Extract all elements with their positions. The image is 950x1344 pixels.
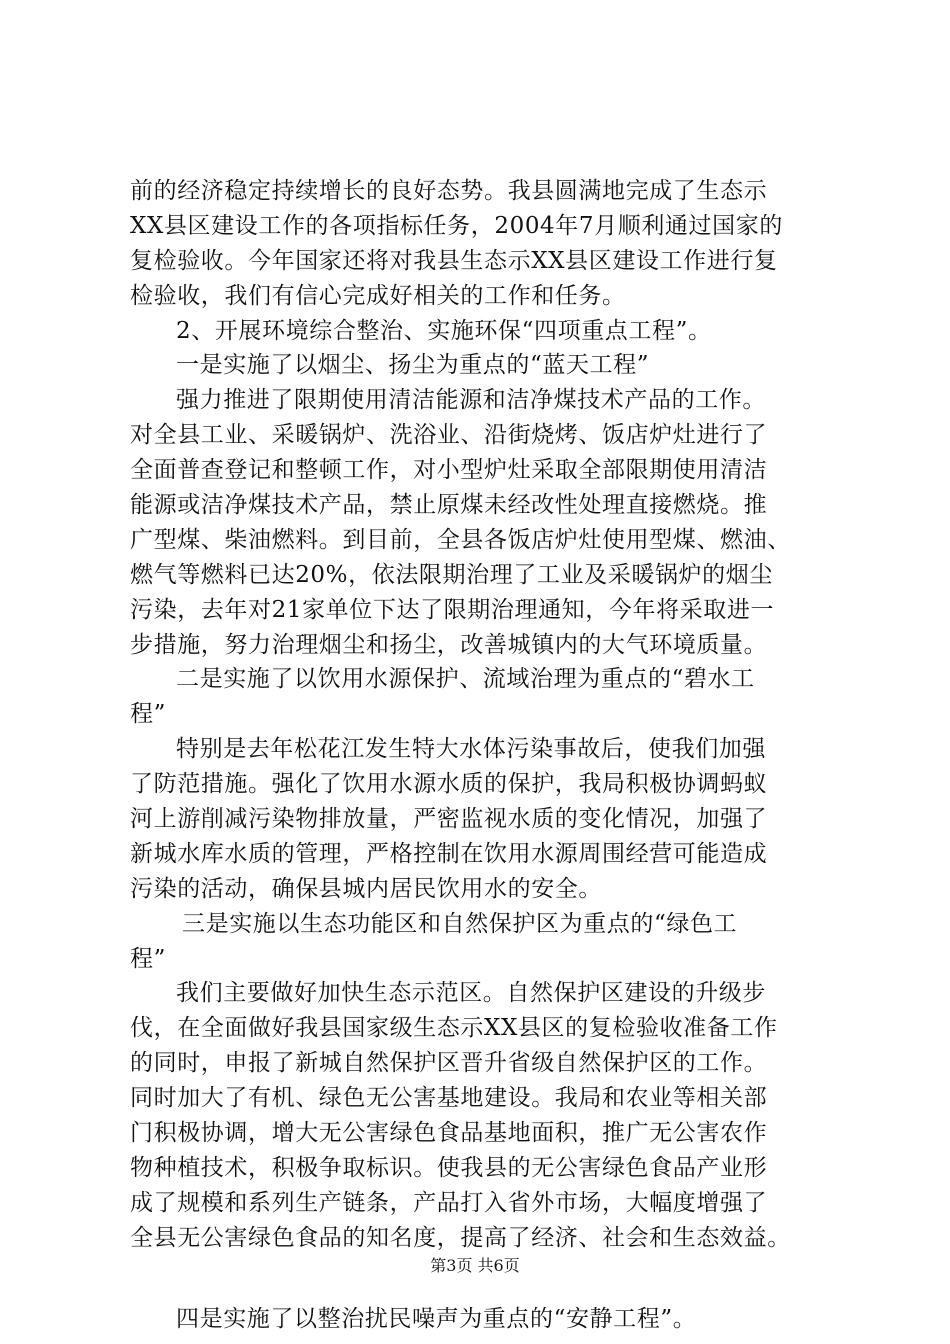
text-line: 程”	[130, 701, 166, 728]
text-line: 河上游削减污染物排放量，严密监视水质的变化情况，加强了	[130, 806, 768, 833]
text-line: 物种植技术，积极争取标识。使我县的无公害绿色食品产业形	[130, 1154, 768, 1181]
text-line: 全县无公害绿色食品的知名度，提高了经济、社会和生态效益。	[130, 1224, 791, 1251]
section-heading: 2、开展环境综合整治、实施环保“四项重点工程”。	[176, 317, 712, 344]
text-line: 全面普查登记和整顿工作，对小型炉灶采取全部限期使用清洁	[130, 457, 768, 484]
text-line: 检验收，我们有信心完成好相关的工作和任务。	[130, 282, 626, 309]
paragraph-start: 我们主要做好加快生态示范区。自然保护区建设的升级步	[176, 980, 766, 1007]
text-line: 新城水库水质的管理，严格控制在饮用水源周围经营可能造成	[130, 840, 768, 867]
text-line: 前的经济稳定持续增长的良好态势。我县圆满地完成了生态示	[130, 178, 768, 204]
paragraph-start: 特别是去年松花江发生特大水体污染事故后，使我们加强	[176, 736, 766, 763]
text-line: 伐，在全面做好我县国家级生态示XX县区的复检验收准备工作	[130, 1015, 778, 1042]
text-line: 燃气等燃料已达20%，依法限期治理了工业及采暖锅炉的烟尘	[130, 561, 773, 588]
text-line: 同时加大了有机、绿色无公害基地建设。我局和农业等相关部	[130, 1085, 768, 1112]
text-line: 的同时，申报了新城自然保护区晋升省级自然保护区的工作。	[130, 1050, 768, 1077]
text-line: 广型煤、柴油燃料。到目前，全县各饭店炉灶使用型煤、燃油、	[130, 526, 791, 553]
text-line: 污染的活动，确保县城内居民饮用水的安全。	[130, 875, 602, 902]
subsection-heading: 一是实施了以烟尘、扬尘为重点的“蓝天工程”	[176, 352, 650, 379]
text-line: 门积极协调，增大无公害绿色食品基地面积，推广无公害农作	[130, 1120, 768, 1147]
subsection-heading: 二是实施了以饮用水源保护、流域治理为重点的“碧水工	[176, 666, 755, 693]
text-line: 成了规模和系列生产链条，产品打入省外市场，大幅度增强了	[130, 1189, 768, 1216]
text-line: XX县区建设工作的各项指标任务，2004年7月顺利通过国家的	[130, 212, 783, 239]
text-line: 对全县工业、采暖锅炉、洗浴业、沿街烧烤、饭店炉灶进行了	[130, 422, 768, 449]
text-line: 能源或洁净煤技术产品，禁止原煤未经改性处理直接燃烧。推	[130, 492, 768, 519]
text-line: 污染，去年对21家单位下达了限期治理通知，今年将采取进一	[130, 596, 775, 623]
text-line: 程”	[130, 945, 166, 972]
text-line: 了防范措施。强化了饮用水源水质的保护，我局积极协调蚂蚁	[130, 771, 768, 798]
text-line: 步措施，努力治理烟尘和扬尘，改善城镇内的大气环境质量。	[130, 631, 768, 658]
page-number-footer: 第3页 共6页	[430, 1256, 520, 1275]
paragraph-start: 强力推进了限期使用清洁能源和洁净煤技术产品的工作。	[176, 387, 766, 414]
subsection-heading: 三是实施以生态功能区和自然保护区为重点的“绿色工	[182, 910, 738, 937]
text-line: 复检验收。今年国家还将对我县生态示XX县区建设工作进行复	[130, 247, 778, 274]
document-body	[130, 174, 830, 1337]
subsection-heading: 四是实施了以整治扰民噪声为重点的“安静工程”。	[176, 1305, 697, 1332]
